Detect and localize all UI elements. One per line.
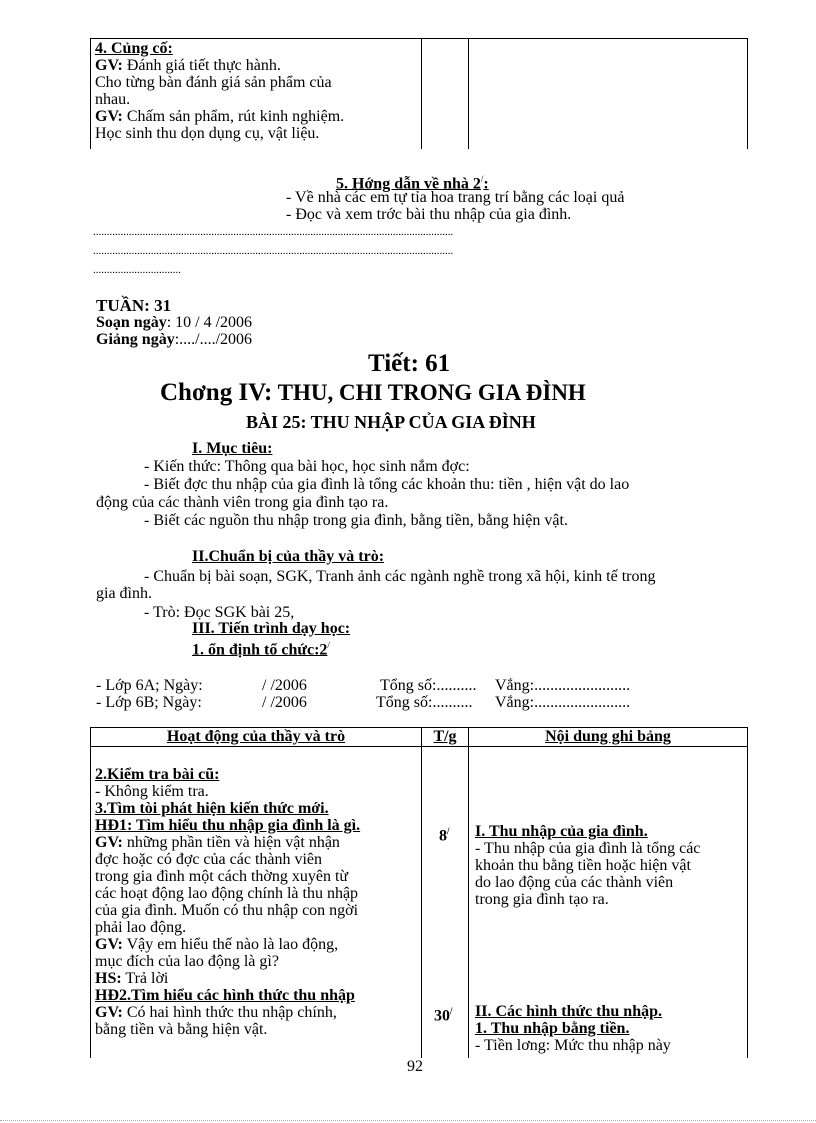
class-total: Tổng số:..........: [376, 694, 473, 711]
content-subheading: 1. Thu nhập bằng tiền.: [475, 1020, 630, 1037]
objective-line: động của các thành viên trong gia đình tạo ra.: [96, 494, 389, 511]
speaker-label: GV:: [95, 834, 123, 851]
speaker-label: GV:: [95, 936, 123, 953]
text-line: Cho từng bàn đánh giá sản phẩm của: [95, 74, 332, 91]
content-line: khoản thu bằng tiền hoặc hiện vật: [475, 857, 691, 874]
speaker-line: GV: Chấm sản phẩm, rút kinh nghiệm.: [95, 108, 345, 125]
text-line: của gia đình. Muốn có thu nhập con ngời: [95, 902, 359, 919]
header-activity: Hoạt động của thầy và trò: [166, 728, 346, 745]
speaker-line: GV: Đánh giá tiết thực hành.: [95, 57, 281, 74]
consolidation-table: [90, 38, 748, 149]
text-line: phải lao động.: [95, 919, 187, 936]
homework-line-1: - Về nhà các em tự tỉa hoa trang trí bằng các loại quả: [286, 189, 625, 206]
preparation-line: gia đình.: [96, 585, 152, 602]
text-line: - Không kiểm tra.: [95, 783, 209, 800]
homework-heading: 5. Hớng dẫn về nhà 2/:: [336, 174, 489, 193]
page-bottom-rule: [0, 1120, 816, 1121]
header-content: Nội dung ghi bảng: [545, 728, 671, 745]
objective-line: - Biết các nguồn thu nhập trong gia đình, bằng tiền, bằng hiện vật.: [144, 512, 568, 529]
content-line: - Tiền lơng: Mức thu nhập này: [475, 1037, 671, 1054]
text-line: bằng tiền và bằng hiện vật.: [95, 1021, 268, 1038]
column-divider: [421, 728, 422, 1058]
chapter-title: Chơng IV: THU, CHI TRONG GIA ĐÌNH: [160, 379, 586, 406]
organization-heading: 1. ổn định tổ chức:2/: [192, 640, 330, 659]
objective-line: - Biết đợc thu nhập của gia đình là tổng các khoản thu: tiền , hiện vật do lao: [144, 476, 630, 493]
speaker-line: GV: Có hai hình thức thu nhập chính,: [95, 1004, 337, 1021]
table-header-row: [91, 728, 747, 747]
speaker-line: GV: Vậy em hiểu thế nào là lao động,: [95, 936, 339, 953]
column-divider: [468, 728, 469, 1058]
week-label: TUẦN: 31: [96, 296, 172, 315]
homework-line-2: - Đọc và xem trớc bài thu nhập của gia đình.: [286, 206, 572, 223]
preparation-heading: II.Chuẩn bị của thầy và trò:: [192, 548, 385, 565]
lesson-title: BÀI 25: THU NHẬP CỦA GIA ĐÌNH: [246, 412, 536, 432]
content-line: do lao động của các thành viên: [475, 874, 674, 891]
consolidation-time-cell: [422, 39, 469, 149]
time-mark: 30/: [434, 1006, 453, 1025]
consolidation-activity-cell: [91, 39, 422, 149]
preparation-line: - Trò: Đọc SGK bài 25,: [144, 604, 295, 621]
dotted-line: ...................................................................................................................................: [93, 245, 454, 257]
class-date: / /2006: [262, 694, 307, 711]
speaker-line: HS: Trả lời: [95, 970, 169, 987]
speaker-label: GV:: [95, 108, 123, 125]
class-row: - Lớp 6A; Ngày:: [96, 677, 203, 694]
speaker-label: HS:: [95, 970, 122, 987]
text-line: nhau.: [95, 91, 131, 108]
content-block-income: [475, 823, 700, 908]
lesson-number: Tiết: 61: [368, 350, 451, 377]
teach-date: Giảng ngày:..../..../2006: [96, 331, 253, 348]
objective-line: - Kiến thức: Thông qua bài học, học sinh nắm đợc:: [144, 458, 470, 475]
class-absent: Vắng:........................: [495, 694, 631, 711]
lesson-activity-table: [90, 727, 748, 1058]
text-line: trong gia đình một cách thờng xuyên từ: [95, 868, 349, 885]
blank-line: [95, 749, 419, 766]
speaker-label: GV:: [95, 1004, 123, 1021]
content-block-forms: [475, 1003, 671, 1054]
section-heading: 4. Củng cố:: [95, 40, 173, 57]
procedure-heading: III. Tiến trình dạy học:: [192, 620, 351, 637]
section-heading: HĐ1: Tìm hiểu thu nhập gia đình là gì.: [95, 817, 361, 834]
content-heading: I. Thu nhập của gia đình.: [475, 823, 648, 840]
speaker-line: GV: những phần tiền và hiện vật nhận: [95, 834, 340, 851]
content-heading: II. Các hình thức thu nhập.: [475, 1003, 662, 1020]
speaker-label: GV:: [95, 57, 123, 74]
class-row: - Lớp 6B; Ngày:: [96, 694, 202, 711]
page-number: 92: [407, 1058, 423, 1075]
class-total: Tổng số:..........: [380, 677, 477, 694]
time-mark: 8/: [439, 826, 450, 845]
activity-column: [95, 749, 419, 1038]
section-heading: HĐ2.Tìm hiểu các hình thức thu nhập: [95, 987, 355, 1004]
preparation-line: - Chuẩn bị bài soạn, SGK, Tranh ảnh các ngành nghề trong xã hội, kinh tế trong: [144, 568, 656, 585]
content-line: trong gia đình tạo ra.: [475, 891, 609, 908]
section-heading: 2.Kiểm tra bài cũ:: [95, 766, 220, 783]
text-line: mục đích của lao động là gì?: [95, 953, 279, 970]
text-line: đợc hoặc có đợc của các thành viên: [95, 851, 323, 868]
text-line: các hoạt động lao động chính là thu nhập: [95, 885, 359, 902]
compose-date: Soạn ngày: 10 / 4 /2006: [96, 314, 253, 331]
text-line: Học sinh thu dọn dụng cụ, vật liệu.: [95, 125, 320, 142]
class-absent: Vắng:........................: [495, 677, 631, 694]
content-line: - Thu nhập của gia đình là tổng các: [475, 840, 701, 857]
dotted-line: ...................................................................................................................................: [93, 226, 454, 238]
class-date: / /2006: [262, 677, 307, 694]
dotted-line: ................................: [93, 264, 181, 276]
objectives-heading: I. Mục tiêu:: [192, 440, 273, 457]
header-time: T/g: [433, 728, 457, 745]
section-heading: 3.Tìm tòi phát hiện kiến thức mới.: [95, 800, 329, 817]
